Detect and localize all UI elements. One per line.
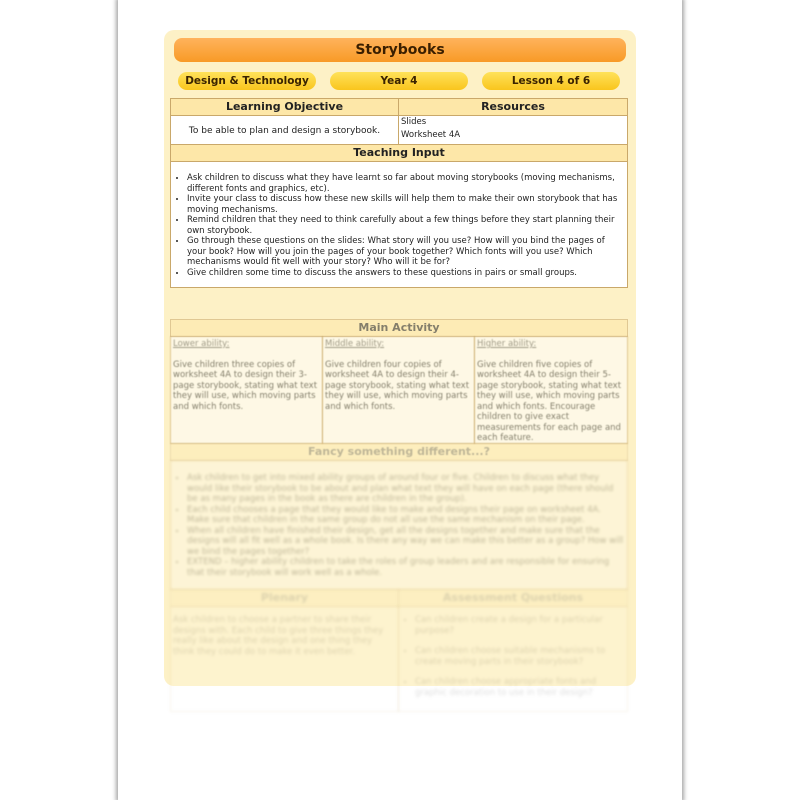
lower-ability-cell [170,336,323,444]
objective-heading: Learning Objective [170,98,399,116]
ability-title: Higher ability: [477,339,537,349]
resources-heading: Resources [398,98,628,116]
ability-title: Middle ability: [325,339,385,349]
lesson-plan-sheet [164,30,636,698]
ability-text: Give children five copies of worksheet 4A to design their 5-page storybook, stating what text they will use, which moving parts and which fonts. Encourage children to give exact measurements for each page and each feature. [477,359,622,443]
assessment-question: • Can children create a design for a particular purpose? [415,615,625,636]
fancy-point: • EXTEND – higher ability children to take the roles of group leaders and are responsible for ensuring that their storybook will work well as a whole. [187,557,625,578]
lesson-badge: Lesson 4 of 6 [482,72,620,90]
higher-ability-cell [474,336,628,444]
teaching-heading: Teaching Input [170,144,628,162]
teaching-point: • Remind children that they need to think carefully about a few things before they start planning their own storybook. [187,215,625,236]
fancy-point: • Ask children to get into mixed ability groups of around four or five. Children to discuss what they would like their storybook to be about and plan what text they will have on each page (there should be as many pages in the book as there are children in the group). [187,473,625,505]
learning-objective: To be able to plan and design a storybook. [170,115,399,145]
assessment-heading: Assessment Questions [398,589,628,607]
assessment-questions [398,606,628,712]
teaching-point: • Go through these questions on the slides: What story will you use? How will you bind the pages of your book? How will you join the pages of your book together? Which fonts will you use? Which mechanisms would fit well with your story? Who will it be for? [187,236,625,268]
subject-badge: Design & Technology [178,72,316,90]
resource-item: Slides [401,117,427,127]
assessment-question: • Can children choose appropriate fonts and graphic decoration to use in their design? [415,677,625,698]
teaching-point: • Ask children to discuss what they have learnt so far about moving storybooks (moving mechanisms, different fonts and graphics, etc). [187,173,625,194]
fancy-point: • When all children have finished their design, get all the designs together and make sure that the designs will all fit well as a whole book. Is there any way we can make this better as a group? How will we bind the pages together? [187,526,625,558]
teaching-point: • Invite your class to discuss how these new skills will help them to make their own storybook that has moving mechanisms. [187,194,625,215]
middle-ability-cell [322,336,475,444]
document-page [118,0,682,800]
main-activity-heading: Main Activity [170,319,628,337]
fancy-point: • Each child chooses a page that they would like to make and designs their page on worksheet 4A. Make sure that children in the same group do not all use the same mechanism on their page. [187,505,625,526]
ability-text: Give children three copies of worksheet 4A to design their 3-page storybook, stating what text they will use, which moving parts and which fonts. [173,359,318,412]
ability-title: Lower ability: [173,339,230,349]
page-title: Storybooks [174,38,626,62]
year-badge: Year 4 [330,72,468,90]
teaching-points [170,161,628,288]
plenary-heading: Plenary [170,589,399,607]
teaching-point: • Give children some time to discuss the answers to these questions in pairs or small groups. [187,268,625,279]
assessment-question: • Can children choose suitable mechanisms to create moving parts in their storybook? [415,646,625,667]
plenary-text: Ask children to choose a partner to share their designs with. Each child to give three things they really like about the design and one thing they think they could do to make it even better. [170,606,399,712]
ability-text: Give children four copies of worksheet 4A to design their 4-page storybook, stating what text they will use, which moving parts and which fonts. [325,359,470,412]
resources-list [398,115,628,145]
resource-item: Worksheet 4A [401,130,461,140]
fancy-points [170,460,628,590]
fancy-heading: Fancy something different...? [170,443,628,461]
